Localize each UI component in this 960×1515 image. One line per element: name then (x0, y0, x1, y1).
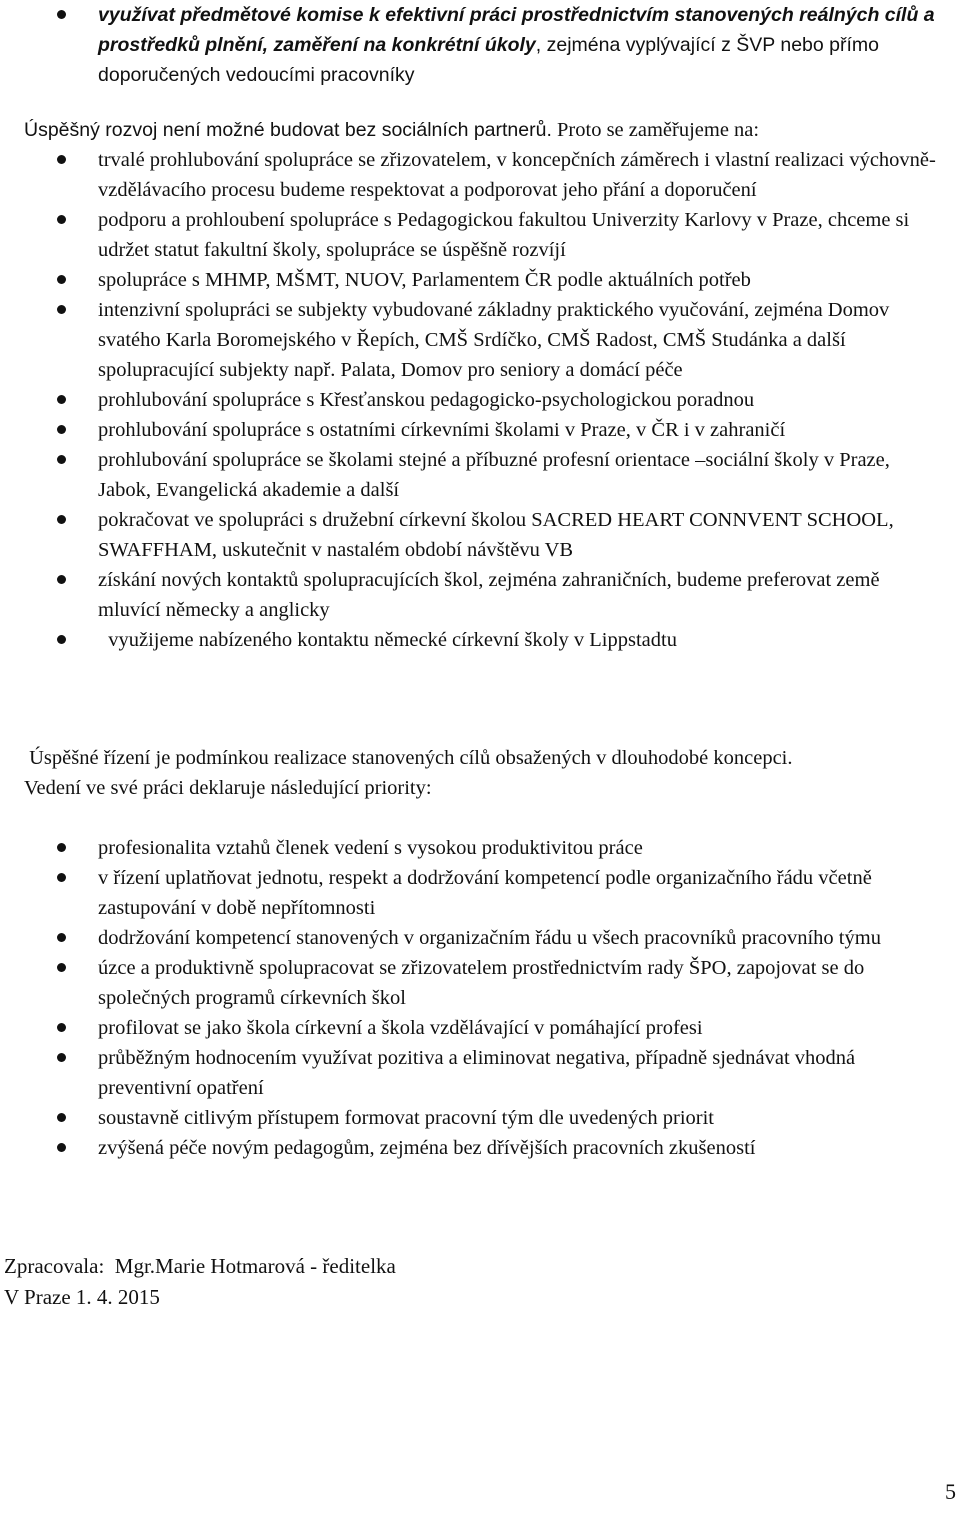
item-text: profesionalita vztahů členek vedení s vysokou produktivitou práce (98, 837, 643, 859)
list-item (0, 385, 960, 415)
management-paragraph: Úspěšné řízení je podmínkou realizace stanovených cílů obsažených v dlouhodobé koncepci. (24, 747, 793, 769)
list-item (0, 145, 960, 205)
item-text: spolupráce s MHMP, MŠMT, NUOV, Parlamentem ČR podle aktuálních potřeb (98, 269, 751, 291)
partners-intro-serif: Proto se zaměřujeme na: (551, 119, 760, 141)
partners-intro (24, 115, 759, 145)
item-text: v řízení uplatňovat jednotu, respekt a dodržování kompetencí podle organizačního řádu včetně zastupování v době nepřítomnosti (98, 867, 872, 919)
partners-intro-sans: Úspěšný rozvoj není možné budovat bez sociálních partnerů. (24, 119, 552, 141)
item-text: zvýšená péče novým pedagogům, zejména bez dřívějších pracovních zkušeností (98, 1137, 756, 1159)
list-item (0, 1103, 960, 1133)
list-item (0, 953, 960, 1013)
item-text: trvalé prohlubování spolupráce se zřizovatelem, v koncepčních záměrech i vlastní realizaci výchovně-vzdělávacího procesu budeme respektovat a podporovat jeho přání a doporučení (98, 149, 936, 201)
item-text: prohlubování spolupráce s ostatními církevními školami v Praze, v ČR i v zahraničí (98, 419, 786, 441)
item-text: soustavně citlivým přístupem formovat pracovní tým dle uvedených priorit (98, 1107, 715, 1129)
item-text: prohlubování spolupráce se školami stejné a příbuzné profesní orientace –sociální školy v Praze, Jabok, Evangelická akademie a další (98, 449, 890, 501)
item-text: průběžným hodnocením využívat pozitiva a eliminovat negativa, případně sjednávat vhodná preventivní opatření (98, 1047, 856, 1099)
list-item (0, 625, 960, 655)
item-text: získání nových kontaktů spolupracujících škol, zejména zahraničních, budeme preferovat země mluvící německy a anglicky (98, 569, 880, 621)
management-intro (24, 743, 946, 803)
goals-list (0, 0, 960, 90)
item-text: dodržování kompetencí stanovených v organizačním řádu u všech pracovníků pracovního týmu (98, 927, 881, 949)
place-date: V Praze 1. 4. 2015 (4, 1285, 160, 1309)
item-text: , zejména vyplývající z ŠVP nebo přímo doporučených vedoucími pracovníky (98, 34, 879, 86)
list-item (0, 833, 960, 863)
page-number: 5 (945, 1479, 956, 1504)
item-text: prohlubování spolupráce s Křesťanskou pedagogicko-psychologickou poradnou (98, 389, 755, 411)
list-item (0, 445, 960, 505)
prepared-by: Zpracovala: Mgr.Marie Hotmarová - ředitelka (4, 1254, 396, 1278)
item-text: intenzivní spolupráci se subjekty vybudované základny praktického vyučování, zejména Domov svatého Karla Boromejského v Řepích, CMŠ Srdíčko, CMŠ Radost, CMŠ Studánka a další spolupracující subjekty např. Palata, Domov pro seniory a domácí péče (98, 299, 890, 381)
list-item (0, 295, 960, 385)
item-text: podporu a prohloubení spolupráce s Pedagogickou fakultou Univerzity Karlovy v Praze, chceme si udržet statut fakultní školy, spolupráce se úspěšně rozvíjí (98, 209, 910, 261)
management-list (0, 833, 960, 1163)
item-text: úzce a produktivně spolupracovat se zřizovatelem prostřednictvím rady ŠPO, zapojovat se do společných programů církevních škol (98, 957, 865, 1009)
bold-item-text: využívat předmětové komise k efektivní práci prostřednictvím stanovených reálných cílů a prostředků plnění, zaměření na konkrétní úkoly (98, 4, 935, 56)
item-text: využijeme nabízeného kontaktu německé církevní školy v Lippstadtu (98, 629, 677, 651)
list-item (0, 505, 960, 565)
management-priorities-heading: Vedení ve své práci deklaruje následující priority: (24, 777, 432, 799)
item-text: profilovat se jako škola církevní a škola vzdělávající v pomáhající profesi (98, 1017, 703, 1039)
signature-block (4, 1251, 396, 1313)
list-item (0, 205, 960, 265)
list-item (0, 863, 960, 923)
list-item (0, 1013, 960, 1043)
list-item (0, 265, 960, 295)
list-item (0, 923, 960, 953)
partners-list (0, 145, 960, 655)
list-item (0, 0, 960, 90)
list-item (0, 565, 960, 625)
list-item (0, 1043, 960, 1103)
list-item (0, 415, 960, 445)
list-item (0, 1133, 960, 1163)
item-text: pokračovat ve spolupráci s družební církevní školou SACRED HEART CONNVENT SCHOOL, SWAFFHAM, uskutečnit v nastalém období návštěvu VB (98, 509, 894, 561)
